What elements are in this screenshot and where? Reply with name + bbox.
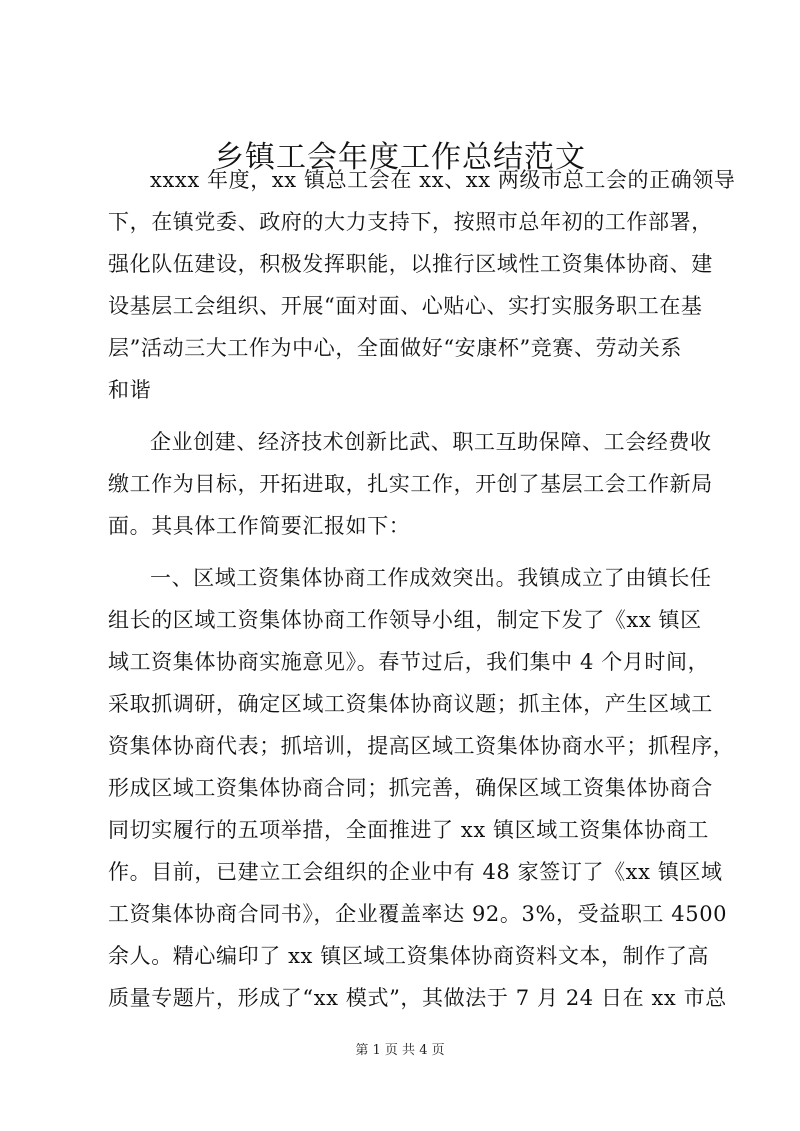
text-line: 形成区域工资集体协商合同；抓完善，确保区域工资集体协商合 <box>108 776 713 800</box>
text-line: 企业创建、经济技术创新比武、职工互助保障、工会经费收 <box>150 430 712 454</box>
text-line: 层”活动三大工作为中心，全面做好“安康杯”竞赛、劳动关系 <box>108 336 683 360</box>
document-title: 乡镇工会年度工作总结范文 <box>214 140 586 175</box>
text-line: 作。目前，已建立工会组织的企业中有 48 家签订了《xx 镇区域 <box>108 860 723 884</box>
text-line: 域工资集体协商实施意见》。春节过后，我们集中 4 个月时间， <box>108 650 710 674</box>
text-line: 设基层工会组织、开展“面对面、心贴心、实打实服务职工在基 <box>108 294 703 318</box>
page-number-footer: 第 1 页 共 4 页 <box>355 1043 445 1058</box>
text-line: 和谐 <box>108 378 152 402</box>
text-line: 资集体协商代表；抓培训，提高区域工资集体协商水平；抓程序， <box>108 734 735 758</box>
text-line: 质量专题片，形成了“xx 模式”，其做法于 7 月 24 日在 xx 市总 <box>108 986 727 1010</box>
text-line: 组长的区域工资集体协商工作领导小组，制定下发了《xx 镇区 <box>108 608 702 632</box>
text-line: 工资集体协商合同书》，企业覆盖率达 92。3%，受益职工 4500 <box>108 902 728 926</box>
text-line: 下，在镇党委、政府的大力支持下，按照市总年初的工作部署， <box>108 210 713 234</box>
text-line: 强化队伍建设，积极发挥职能，以推行区域性工资集体协商、建 <box>108 252 713 276</box>
text-line: 同切实履行的五项举措，全面推进了 xx 镇区域工资集体协商工 <box>108 818 710 842</box>
text-line: 一、区域工资集体协商工作成效突出。我镇成立了由镇长任 <box>150 566 712 590</box>
text-line: 采取抓调研，确定区域工资集体协商议题；抓主体，产生区域工 <box>108 692 713 716</box>
text-line: 面。其具体工作简要汇报如下： <box>108 514 411 538</box>
text-line: 缴工作为目标，开拓进取，扎实工作，开创了基层工会工作新局 <box>108 472 713 496</box>
text-line: xxxx 年度，xx 镇总工会在 xx、xx 两级市总工会的正确领导 <box>150 168 736 192</box>
text-line: 余人。精心编印了 xx 镇区域工资集体协商资料文本，制作了高 <box>108 944 710 968</box>
